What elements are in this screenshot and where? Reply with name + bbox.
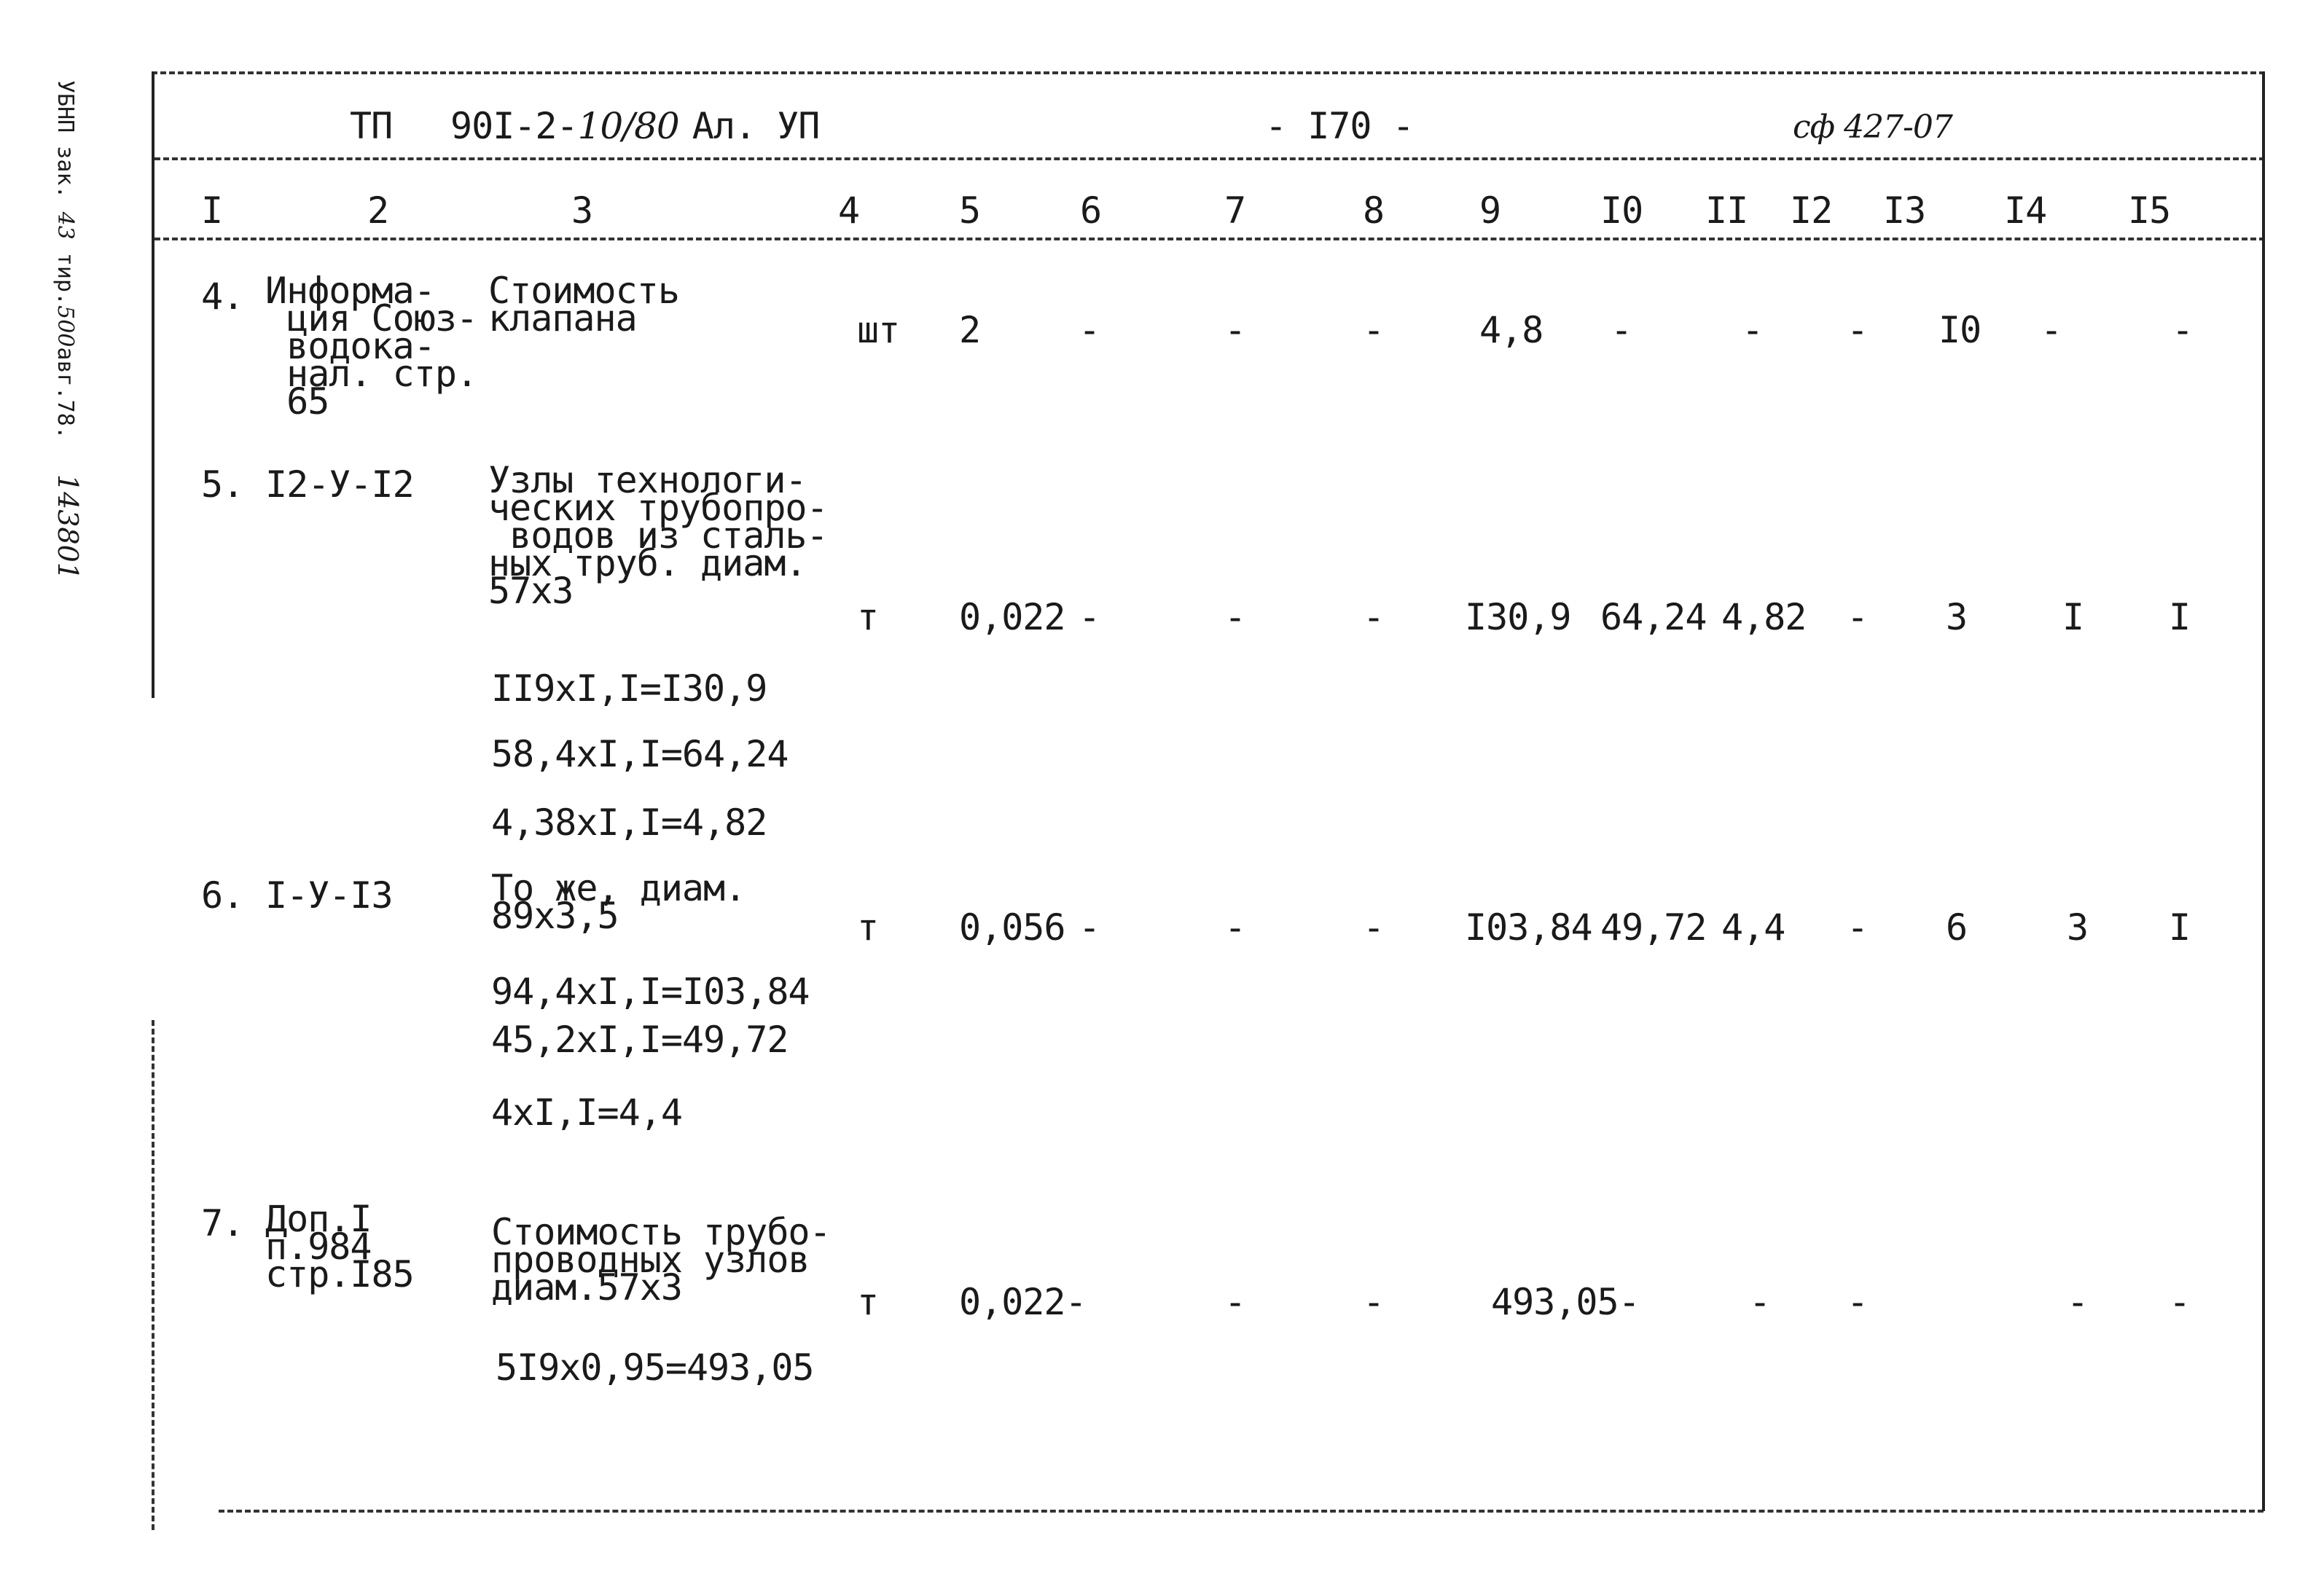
row-name: Стоимость клапана: [488, 270, 679, 340]
row-col13: 6: [1946, 906, 1968, 949]
row-name: Узлы технологи- ческих трубопро- водов из сталь- ных труб. диам. 57х3: [488, 459, 828, 612]
calc-line: 4хI,I=4,4: [491, 1091, 682, 1134]
row-col13: I0: [1938, 309, 1981, 351]
column-number-10: I0: [1600, 189, 1643, 232]
margin-tir-number: 500: [52, 305, 78, 348]
frame-top-line: [152, 71, 2265, 74]
row-unit: т: [857, 1281, 879, 1323]
frame-right-line: [2262, 71, 2265, 1511]
row-col6: -: [1079, 906, 1100, 949]
column-number-11: II: [1705, 189, 1748, 232]
header-stamp: сф 427-07: [1793, 109, 1952, 146]
row-number: 4.: [201, 275, 244, 318]
margin-tir: тир.: [52, 252, 78, 306]
row-name: Стоимость трубо- проводных узлов диам.57х3: [491, 1211, 831, 1309]
row-number: 7.: [201, 1202, 244, 1244]
header-series: ТП: [350, 105, 393, 147]
margin-order: 43: [52, 211, 78, 240]
row-col11: -: [1742, 309, 1764, 351]
row-source: Доп.I п.984 стр.I85: [265, 1198, 414, 1295]
calc-line: 4,38хI,I=4,82: [491, 801, 767, 844]
row-col9: I30,9: [1465, 596, 1571, 638]
row-name: То же, диам. 89х3,5: [491, 867, 746, 937]
row-col8: -: [1363, 1281, 1385, 1323]
frame-left-line: [152, 71, 154, 698]
row-col10: 64,24: [1600, 596, 1707, 638]
row-col11: 4,82: [1721, 596, 1807, 638]
row-col7: -: [1224, 596, 1246, 638]
row-col7: -: [1224, 906, 1246, 949]
row-col6: -: [1079, 596, 1100, 638]
column-number-6: 6: [1080, 189, 1102, 232]
frame-left-line-lower: [152, 1020, 154, 1530]
row-number: 5.: [201, 463, 244, 506]
row-unit: т: [857, 596, 879, 638]
row-col14: I: [2062, 596, 2084, 638]
row-number: 6.: [201, 874, 244, 917]
row-col14: -: [2067, 1281, 2089, 1323]
row-col9: I03,84: [1465, 906, 1592, 949]
row-col7: -: [1224, 309, 1246, 351]
column-number-14: I4: [2004, 189, 2047, 232]
header-code-suffix: Ал. УП: [692, 105, 820, 147]
header-page-number: - I70 -: [1265, 105, 1414, 147]
column-number-2: 2: [367, 189, 389, 232]
row-col15: -: [2169, 1281, 2191, 1323]
row-quantity: 2: [959, 309, 981, 351]
row-source: I-У-I3: [265, 874, 393, 917]
row-col12: -: [1847, 906, 1869, 949]
row-col11: 4,4: [1721, 906, 1785, 949]
header-code: [450, 105, 820, 147]
row-unit: т: [857, 906, 879, 949]
row-col8: -: [1363, 906, 1385, 949]
header-code-print: 90I-2-: [450, 105, 578, 147]
row-col15: -: [2172, 309, 2194, 351]
row-col12: -: [1847, 309, 1869, 351]
column-number-3: 3: [571, 189, 593, 232]
column-number-12: I2: [1790, 189, 1833, 232]
column-number-7: 7: [1224, 189, 1246, 232]
row-col10: 49,72: [1600, 906, 1707, 949]
margin-annotation: [52, 80, 84, 580]
calc-line: II9хI,I=I30,9: [491, 667, 767, 710]
row-col15: I: [2169, 596, 2191, 638]
row-col15: I: [2169, 906, 2191, 949]
row-col10: -: [1611, 309, 1632, 351]
row-col9: 493,05-: [1491, 1281, 1640, 1323]
margin-inventory-number: 143801: [52, 474, 84, 580]
row-col12: -: [1847, 1281, 1869, 1323]
row-col14: -: [2041, 309, 2062, 351]
row-col9: 4,8: [1479, 309, 1544, 351]
row-col14: 3: [2067, 906, 2089, 949]
margin-date: авг.78.: [52, 347, 78, 439]
column-number-13: I3: [1883, 189, 1926, 232]
row-col7: -: [1224, 1281, 1246, 1323]
row-col12: -: [1847, 596, 1869, 638]
column-number-5: 5: [959, 189, 981, 232]
columns-separator-line: [154, 238, 2265, 240]
column-number-15: I5: [2128, 189, 2171, 232]
row-quantity: 0,022: [959, 596, 1065, 638]
column-number-1: I: [201, 189, 223, 232]
row-quantity: 0,056: [959, 906, 1065, 949]
row-source: Информа- ция Союз- водока- нал. стр. 65: [265, 270, 478, 423]
row-col13: 3: [1946, 596, 1968, 638]
row-col8: -: [1363, 596, 1385, 638]
row-source: I2-У-I2: [265, 463, 414, 506]
column-number-8: 8: [1363, 189, 1385, 232]
column-number-9: 9: [1479, 189, 1501, 232]
row-quantity: 0,022-: [959, 1281, 1087, 1323]
calc-line: 5I9х0,95=493,05: [496, 1346, 814, 1389]
calc-line: 94,4хI,I=I03,84: [491, 971, 810, 1013]
row-col8: -: [1363, 309, 1385, 351]
row-col6: -: [1079, 309, 1100, 351]
header-separator-line: [154, 157, 2265, 160]
column-number-4: 4: [838, 189, 860, 232]
header-code-handwritten: 10/80: [577, 105, 679, 147]
row-col11: -: [1749, 1281, 1771, 1323]
calc-line: 45,2хI,I=49,72: [491, 1019, 789, 1061]
row-unit: шт: [857, 309, 900, 351]
margin-stamp: УБНП зак.: [52, 80, 78, 199]
calc-line: 58,4хI,I=64,24: [491, 733, 789, 775]
frame-bottom-line: [219, 1510, 2264, 1513]
